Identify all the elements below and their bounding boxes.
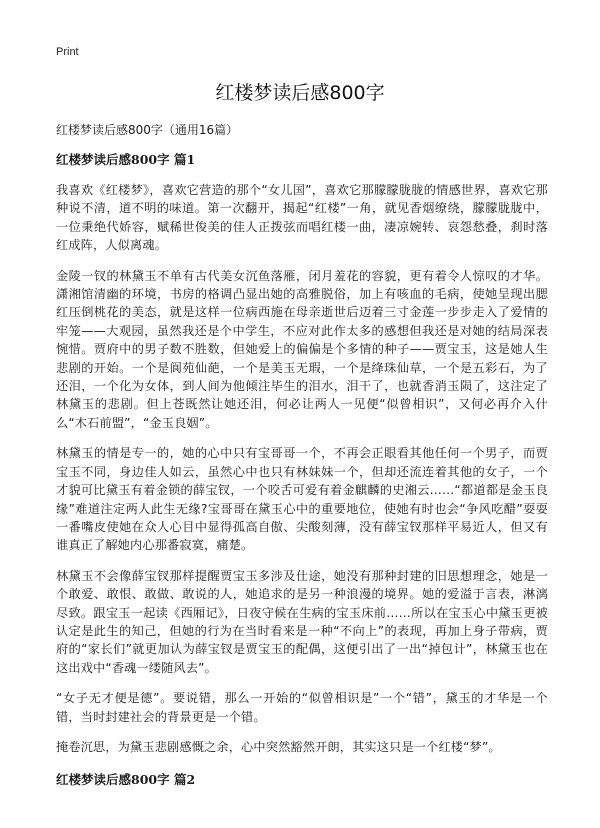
document-subtitle: 红楼梦读后感800字（通用16篇） bbox=[56, 123, 239, 137]
paragraph: 掩卷沉思，为黛玉悲剧感慨之余，心中突然豁然开朗，其实这只是一个红楼“梦”。 bbox=[56, 739, 501, 754]
article-body bbox=[56, 150, 548, 801]
section-heading-2: 红楼梦读后感800字 篇2 bbox=[56, 772, 196, 788]
page-title: 红楼梦读后感800字 bbox=[215, 82, 385, 104]
paragraph: 林黛玉的情是专一的，她的心中只有宝哥哥一个，不再会正眼看其他任何一个男子，而贾宝玉不同，身边佳人如云，虽然心中也只有林妹妹一个，但却还流连着其他的女子，一个才貌可比黛玉有着金锁的薛宝钗，一个咬舌可爱有着金麒麟的史湘云……“都道都是金玉良缘”难道注定两人此生无缘?宝哥哥在黛玉心中的重要地位，使她有时也会“争风吃醋”耍耍一番嘴皮使她在众人心目中显得孤高自傲、尖酸刻薄，没有薛宝钗那样平易近人，但又有谁真正了解她内心那番寂寞，痛楚。 bbox=[56, 446, 548, 553]
paragraph: 金陵一钗的林黛玉不单有古代美女沉鱼落雁，闭月羞花的容貌，更有着令人惊叹的才华。潇湘馆清幽的环境，书房的格调凸显出她的高雅脱俗，加上有咳血的毛病，使她呈现出腮红压倒桃花的美态，就是这样一位病西施在母亲逝世后迈着三寸金莲一步步走入了爱情的牢笼——大观园，虽然我还是个中学生，不应对此作太多的感想但我还是对她的结局深表惋惜。贾府中的男子数不胜数，但她爱上的偏偏是个多情的种子——贾宝玉，这是她人生悲剧的开始。一个是阆苑仙葩，一个是美玉无瑕，一个是绛珠仙草，一个是五彩石，为了还泪，一个化为女体，到人间为他倾注毕生的泪水，泪干了，也就香消玉陨了，这注定了林黛玉的悲剧。但上苍既然让她还泪，何必让两人一见便“似曾相识”，又何必再介入什么“木石前盟”，“金玉良姻”。 bbox=[56, 268, 548, 430]
paragraph: “女子无才便是德”。要说错，那么一开始的“似曾相识是”一个“错”，黛玉的才华是一个错，当时封建社会的背景更是一个错。 bbox=[56, 691, 548, 724]
paragraph: 我喜欢《红楼梦》，喜欢它营造的那个“女儿国”，喜欢它那朦朦胧胧的情感世界，喜欢它那种说不清，道不明的味道。第一次翻开，揭起“红楼”一角，就见香烟缭绕，朦朦胧胧中，一位秉绝代娇容，赋稀世俊美的佳人正拨弦而唱红楼一曲，凄凉婉转、哀怨愁叠，刹时落红成阵，人似离魂。 bbox=[56, 183, 548, 253]
paragraph: 林黛玉不会像薛宝钗那样提醒贾宝玉多涉及仕途，她没有那种封建的旧思想理念，她是一个敢爱、敢恨、敢做、敢说的人，她追求的是另一种浪漫的境界。她的爱溢于言表，淋漓尽致。跟宝玉一起读《西厢记》，日夜守候在生病的宝玉床前……所以在宝玉心中黛玉更被认定是此生的知己，但她的行为在当时看来是一种“不向上”的表现，再加上身子带病，贾府的“家长们”就更加认为薛宝钗是贾宝玉的配偶，这便引出了一出“掉包计”，林黛玉也在这出戏中“香魂一缕随风去”。 bbox=[56, 568, 548, 675]
section-heading-1: 红楼梦读后感800字 篇1 bbox=[56, 152, 196, 167]
print-link[interactable]: Print bbox=[56, 46, 79, 58]
